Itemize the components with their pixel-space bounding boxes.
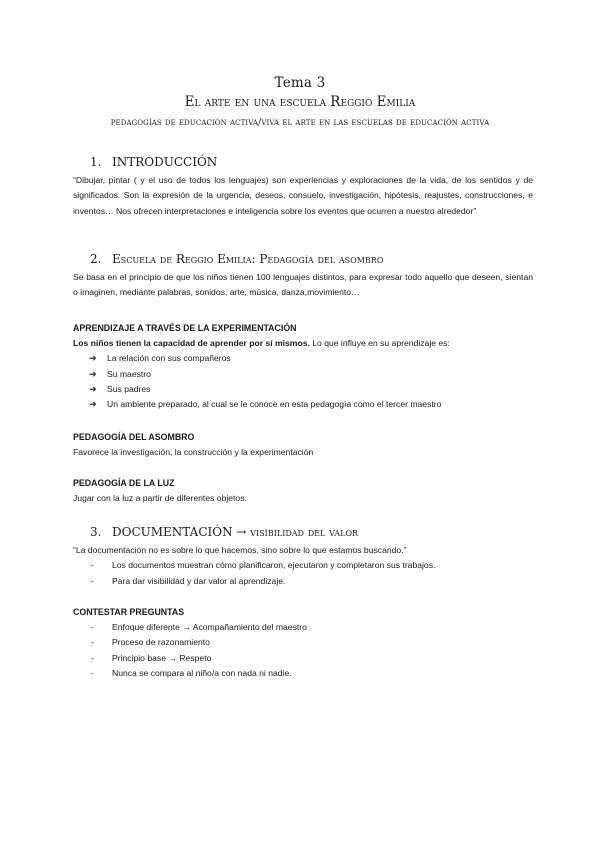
list-item: - Nunca se compara al niño/a con nada ni nadie. — [73, 666, 533, 681]
list-item: - Los documentos muestran cómo planificaron, ejecutaron y completaron sus trabajos. — [73, 558, 533, 573]
intro-quote: “Dibujar, pintar ( y el uso de todos los lenguajes) son experiencias y exploraciones de la vida, de los sentidos y de significados. Son la expresión de la urgencia, deseos, consuelo, investigación, hipótesis, reajustes, construcciones, e inventos… Nos ofrecen interpretaciones e inteligencia sobre los eventos que ocurren a nuestro alrededor” — [73, 175, 533, 216]
list-item: ➔ Un ambiente preparado, al cual se le conoce en esta pedagogía como el tercer maestro — [73, 397, 533, 412]
section-heading — [73, 252, 533, 266]
section-title: DOCUMENTACIÓN → visibilidad del valor — [112, 525, 359, 539]
section-pedagogia-luz — [73, 476, 533, 506]
section-title: INTRODUCCIÓN — [112, 155, 218, 169]
list-item: ➔ Sus padres — [73, 382, 533, 397]
aprendizaje-lead — [73, 336, 533, 351]
list-item: - Para dar visibilidad y dar valor al aprendizaje. — [73, 574, 533, 589]
arrow-icon: ➔ — [89, 368, 97, 379]
escuela-paragraph: Se basa en el principio de que los niños tienen 100 lenguajes distintos, para expresar todo aquello que deseen, sientan o imaginen, mediante palabras, sonidos, arte, música, danza,movimiento… — [73, 272, 533, 298]
section-heading — [73, 155, 533, 169]
preguntas-heading: CONTESTAR PREGUNTAS — [73, 607, 185, 617]
section-number: 3. — [90, 525, 102, 539]
dash-icon: - — [91, 622, 94, 632]
documentacion-quote: “La documentación no es sobre lo que hacemos, sino sobre lo que estamos buscando.” — [73, 545, 407, 555]
luz-text: Jugar con la luz a partir de diferentes objetos. — [73, 493, 247, 503]
dash-icon: - — [91, 652, 94, 663]
dash-icon: - — [91, 637, 94, 648]
aprendizaje-lead-bold: Los niños tienen la capacidad de aprender por sí mismos. — [73, 338, 310, 348]
tema-label: Tema 3 — [274, 75, 326, 91]
asombro-heading: PEDAGOGÍA DEL ASOMBRO — [73, 432, 195, 442]
section-escuela-reggio — [73, 252, 533, 301]
document-title: El arte en una escuela Reggio Emilia — [184, 94, 416, 110]
list-item: ➔ La relación con sus compañeros — [73, 351, 533, 366]
dash-icon: - — [91, 575, 94, 586]
list-item: - Enfoque diferente → Acompañamiento del maestro — [73, 620, 533, 635]
section-number: 2. — [90, 252, 102, 266]
section-aprendizaje — [73, 321, 533, 412]
dash-icon: - — [91, 560, 94, 571]
arrow-icon: ➔ — [89, 353, 97, 364]
dash-icon: - — [91, 667, 94, 678]
list-item: - Proceso de razonamiento — [73, 635, 533, 650]
aprendizaje-heading: APRENDIZAJE A TRAVÉS DE LA EXPERIMENTACIÓN — [73, 323, 297, 333]
arrow-icon: ➔ — [89, 383, 97, 394]
luz-heading: PEDAGOGÍA DE LA LUZ — [73, 478, 175, 488]
document-subtitle: pedagogías de educación activa/viva el arte en las escuelas de educación activa — [110, 117, 490, 128]
document-header — [0, 74, 600, 131]
section-introduccion — [73, 155, 533, 219]
preguntas-list — [73, 620, 533, 681]
section-heading — [73, 525, 533, 539]
section-title: Escuela de Reggio Emilia: Pedagogía del asombro — [112, 252, 384, 266]
asombro-text: Favorece la investigación, la construcción y la experimentación — [73, 447, 314, 457]
documentacion-list — [73, 558, 533, 589]
aprendizaje-list — [73, 351, 533, 412]
section-number: 1. — [90, 155, 102, 169]
aprendizaje-lead-rest: Lo que influye en su aprendizaje es: — [309, 338, 450, 348]
section-documentacion — [73, 525, 533, 589]
arrow-icon: ➔ — [89, 399, 97, 410]
section-pedagogia-asombro — [73, 430, 533, 460]
list-item: - Principio base → Respeto — [73, 651, 533, 666]
list-item: ➔ Su maestro — [73, 367, 533, 382]
section-contestar-preguntas — [73, 605, 533, 681]
